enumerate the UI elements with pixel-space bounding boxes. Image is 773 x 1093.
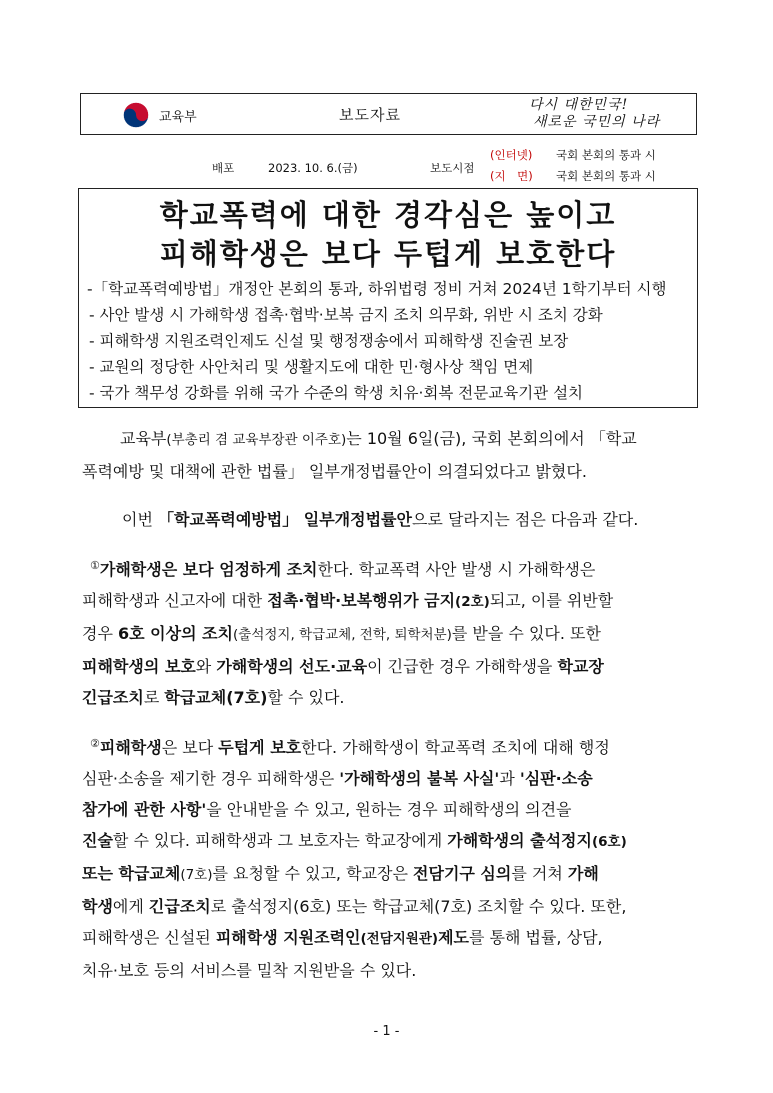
summary-bullet: -「학교폭력예방법」개정안 본회의 통과, 하위법령 정비 거쳐 2024년 1학기부터 시행 — [87, 280, 667, 298]
headline-line-2: 피해학생은 보다 두텁게 보호한다 — [159, 237, 617, 271]
summary-bullet: - 교원의 정당한 사안처리 및 생활지도에 대한 민·형사상 책임 면제 — [89, 358, 534, 376]
paper-tag: (지 면) — [490, 169, 533, 183]
body-paragraph-4 — [82, 728, 702, 986]
text: 가해학생은 보다 엄정하게 조치 — [99, 560, 318, 579]
paper-release: 국회 본회의 통과 시 — [556, 169, 656, 183]
text: 학급교체(7호) — [164, 688, 268, 707]
text: 를 받을 수 있다. 또한 — [451, 624, 601, 643]
text: 피해학생은 신설된 — [82, 928, 216, 947]
slogan-line-1: 다시 대한민국! — [529, 97, 629, 113]
text: 「학교폭력예방법」 일부개정법률안 — [158, 510, 412, 529]
release-label: 보도시점 — [430, 161, 475, 175]
text: 이 긴급한 경우 가해학생을 — [367, 657, 558, 676]
text: 를 요청할 수 있고, 학교장은 — [212, 864, 414, 883]
text: 할 수 있다. 피해학생과 그 보호자는 학교장에게 — [112, 831, 448, 850]
internet-tag: (인터넷) — [490, 148, 533, 162]
text: (7호) — [180, 867, 213, 883]
text: '가해학생의 불복 사실' — [339, 769, 500, 788]
text: 제도 — [438, 928, 469, 947]
internet-release: 국회 본회의 통과 시 — [556, 148, 656, 162]
headline-line-1: 학교폭력에 대한 경각심은 높이고 — [159, 198, 617, 232]
text: 할 수 있다. — [267, 688, 345, 707]
text: 가해 — [567, 864, 599, 883]
text: 교육부 — [120, 429, 167, 448]
text: (2호) — [455, 594, 490, 610]
text: 접촉·협박·보복행위가 금지 — [267, 591, 456, 610]
text: 으로 달라지는 점은 다음과 같다. — [411, 510, 639, 529]
text: 을 안내받을 수 있고, 원하는 경우 피해학생의 의견을 — [206, 800, 572, 819]
slogan-line-2: 새로운 국민의 나라 — [533, 114, 661, 130]
distribution-date: 2023. 10. 6.(금) — [268, 161, 358, 175]
text: 전담기구 심의 — [413, 864, 512, 883]
slogan-calligraphy — [529, 97, 691, 133]
text: 치유·보호 등의 서비스를 밀착 지원받을 수 있다. — [82, 961, 417, 980]
text: 가해학생의 선도·교육 — [216, 657, 368, 676]
text: 와 — [195, 657, 217, 676]
document-type: 보도자료 — [339, 106, 401, 124]
text: (전담지원관) — [360, 931, 439, 947]
summary-bullet: - 피해학생 지원조력인제도 신설 및 행정쟁송에서 피해학생 진술권 보장 — [89, 332, 569, 350]
text: 피해학생의 보호 — [82, 657, 196, 676]
item-number: ① — [90, 559, 100, 572]
text: 이번 — [122, 510, 158, 529]
text: 학교장 — [557, 657, 604, 676]
text: 가해학생의 출석정지 — [447, 831, 592, 850]
text: 심판·소송을 제기한 경우 피해학생은 — [82, 769, 340, 788]
text: 긴급조치 — [82, 688, 144, 707]
text: 를 통해 법률, 상담, — [468, 928, 603, 947]
summary-bullet: - 사안 발생 시 가해학생 접촉·협박·보복 금지 조치 의무화, 위반 시 조치 강화 — [89, 306, 603, 324]
page-number: - 1 - — [373, 1024, 400, 1039]
text: 은 보다 — [161, 738, 219, 757]
text: 피해학생과 신고자에 대한 — [82, 591, 268, 610]
text: (출석정지, 학급교체, 전학, 퇴학처분) — [233, 627, 452, 643]
summary-bullet: - 국가 책무성 강화를 위해 국가 수준의 학생 치유·회복 전문교육기관 설치 — [89, 384, 584, 402]
text: 피해학생 — [99, 738, 162, 757]
text: 긴급조치 — [148, 897, 211, 916]
text: 로 출석정지(6호) 또는 학급교체(7호) 조치할 수 있다. 또한, — [210, 897, 627, 916]
text: 두텁게 보호 — [218, 738, 302, 757]
text: 참가에 관한 사항' — [82, 800, 207, 819]
text: 는 10월 6일(금), 국회 본회의에서 「학교 — [346, 429, 637, 448]
text: 되고, 이를 위반할 — [489, 591, 614, 610]
text: 경우 — [82, 624, 118, 643]
text: 과 — [499, 769, 520, 788]
text: 진술 — [82, 831, 113, 850]
text: 피해학생 지원조력인 — [215, 928, 361, 947]
distribution-label: 배포 — [212, 161, 235, 175]
text: 폭력예방 및 대책에 관한 법률」 일부개정법률안이 의결되었다고 밝혔다. — [82, 462, 587, 481]
text: 학생 — [82, 897, 113, 916]
text: 또는 학급교체 — [82, 864, 181, 883]
text: (6호) — [591, 834, 627, 850]
text: 한다. 학교폭력 사안 발생 시 가해학생은 — [317, 560, 596, 579]
taegeuk-logo-icon — [123, 102, 149, 128]
text: 6호 이상의 조치 — [118, 624, 234, 643]
text: 로 — [143, 688, 165, 707]
text: 한다. 가해학생이 학교폭력 조치에 대해 행정 — [301, 738, 610, 757]
body-paragraph-3 — [82, 550, 702, 713]
text: 를 거쳐 — [511, 864, 568, 883]
body-paragraph-1 — [82, 423, 702, 487]
text: (부총리 겸 교육부장관 이주호) — [166, 432, 347, 448]
item-number: ② — [90, 737, 100, 750]
text: '심판·소송 — [519, 769, 593, 788]
body-paragraph-2 — [82, 504, 702, 535]
text: 에게 — [112, 897, 149, 916]
title-box — [78, 188, 698, 408]
ministry-name: 교육부 — [159, 110, 197, 125]
header-box — [80, 93, 697, 135]
